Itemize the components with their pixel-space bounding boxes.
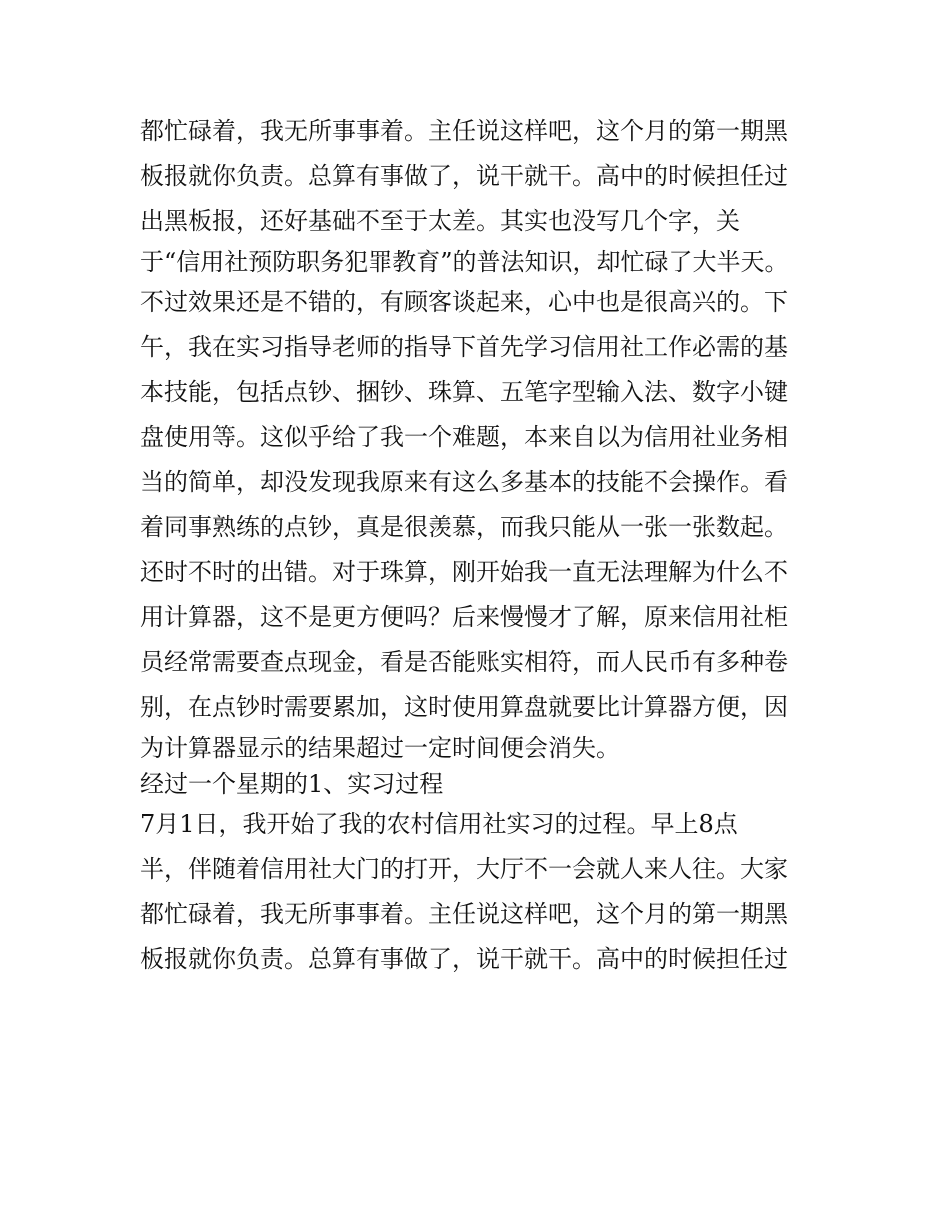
text-line: 都忙碌着，我无所事事着。主任说这样吧，这个月的第一期黑 [140,117,788,145]
text-line: 都忙碌着，我无所事事着。主任说这样吧，这个月的第一期黑 [140,900,788,928]
text-line: 出黑板报，还好基础不至于太差。其实也没写几个字，关 [140,207,740,235]
text-line: 着同事熟练的点钞，真是很羡慕，而我只能从一张一张数起。 [140,513,788,541]
text-line: 板报就你负责。总算有事做了，说干就干。高中的时候担任过 [140,945,788,973]
text-line: 午，我在实习指导老师的指导下首先学习信用社工作必需的基 [140,333,788,361]
text-line: 当的简单，却没发现我原来有这么多基本的技能不会操作。看 [140,468,788,496]
text-line: 用计算器，这不是更方便吗？后来慢慢才了解，原来信用社柜 [140,603,788,631]
text-line: 盘使用等。这似乎给了我一个难题，本来自以为信用社业务相 [140,423,788,451]
text-line: 员经常需要查点现金，看是否能账实相符，而人民币有多种卷 [140,648,788,676]
text-line: 本技能，包括点钞、捆钞、珠算、五笔字型输入法、数字小键 [140,378,788,406]
text-line: 为计算器显示的结果超过一定时间便会消失。 [140,734,620,762]
body-text [140,109,820,982]
text-line: 7月1日，我开始了我的农村信用社实习的过程。早上8点 [140,810,738,838]
text-line: 于“信用社预防职务犯罪教育”的普法知识，却忙碌了大半天。 [140,248,789,276]
text-line: 半，伴随着信用社大门的打开，大厅不一会就人来人往。大家 [140,855,788,883]
text-line: 不过效果还是不错的，有顾客谈起来，心中也是很高兴的。下 [140,288,788,316]
text-line: 板报就你负责。总算有事做了，说干就干。高中的时候担任过 [140,162,788,190]
section-heading: 经过一个星期的1、实习过程 [140,770,444,798]
text-line: 别，在点钞时需要累加，这时使用算盘就要比计算器方便，因 [140,693,788,721]
text-line: 还时不时的出错。对于珠算，刚开始我一直无法理解为什么不 [140,558,788,586]
